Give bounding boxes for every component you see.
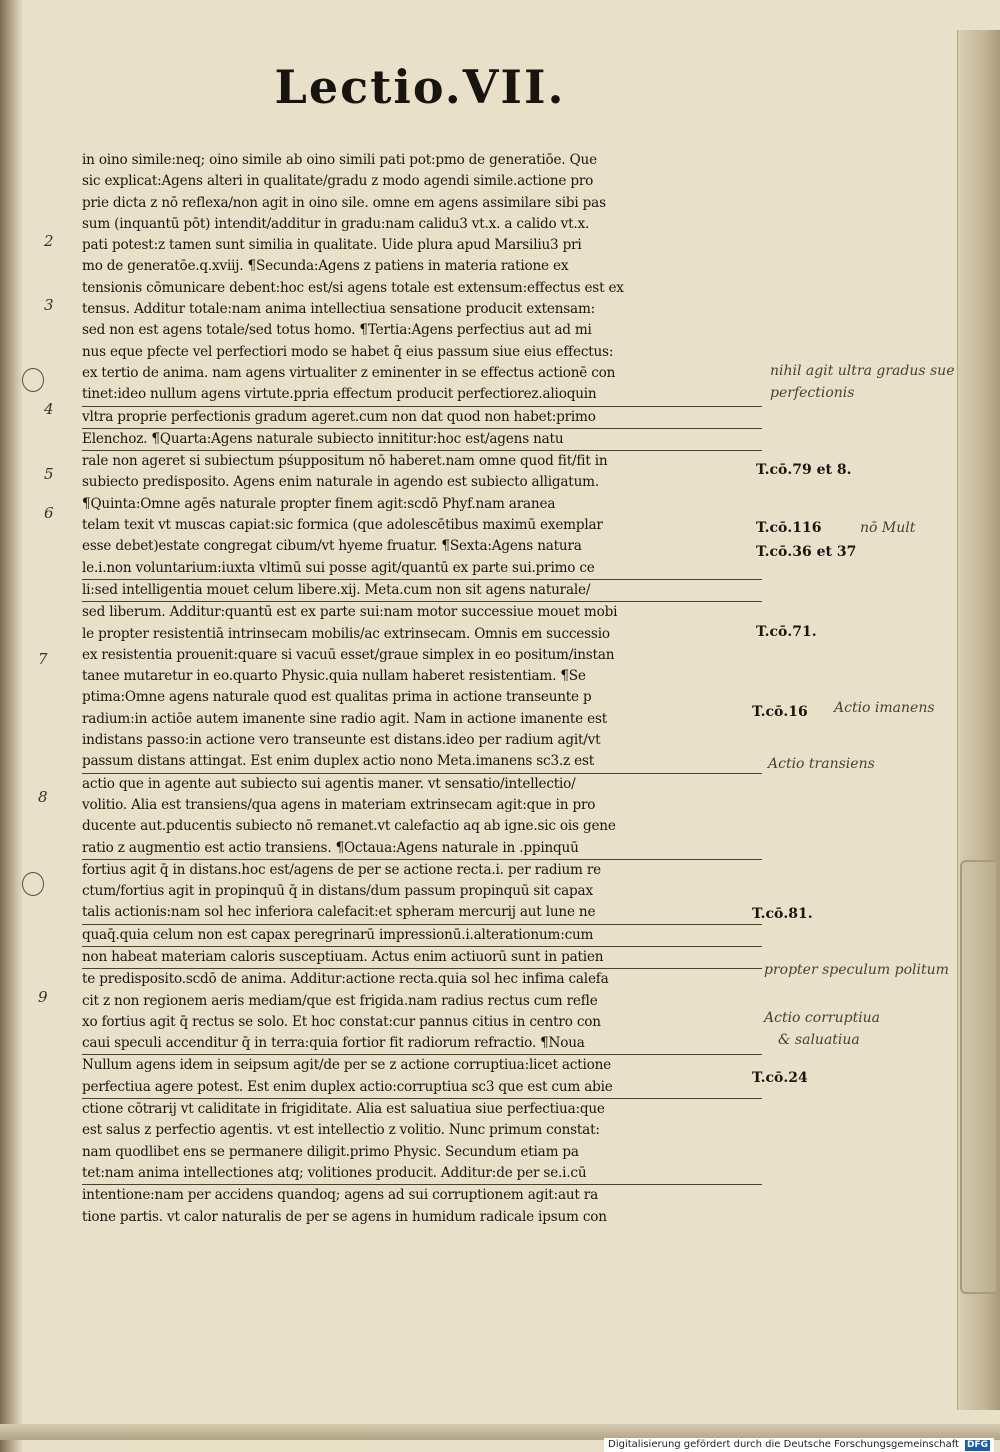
margin-number: 6 (44, 504, 54, 522)
margin-ref: T.cō.81. (752, 906, 813, 922)
margin-number: 3 (44, 296, 54, 314)
text-line: tanee mutaretur in eo.quarto Physic.quia nullam haberet resistentiam. ¶Se (82, 668, 586, 685)
text-line: ctione cōtrarij vt caliditate in frigiditate. Alia est saluatiua siue perfectiua:que (82, 1101, 605, 1118)
text-line: sed liberum. Additur:quantū est ex parte sui:nam motor successiue mouet mobi (82, 604, 618, 621)
text-line: tet:nam anima intellectiones atq; volitiones producit. Additur:de per se.i.cū (82, 1163, 762, 1185)
text-line: tione partis. vt calor naturalis de per se agens in humidum radicale ipsum con (82, 1208, 607, 1225)
text-line: li:sed intelligentia mouet celum libere.xij. Meta.cum non sit agens naturale/ (82, 580, 762, 602)
text-line: intentione:nam per accidens quandoq; agens ad sui corruptionem agit:aut ra (82, 1187, 598, 1204)
text-line: indistans passo:in actione vero transeunte est distans.ideo per radium agit/vt (82, 732, 601, 749)
margin-number: 4 (44, 400, 54, 418)
text-line: caui speculi accenditur q̄ in terra:quia fortior fit radiorum refractio. ¶Noua (82, 1033, 762, 1055)
text-line: tensus. Additur totale:nam anima intellectiua sensatione producit extensam: (82, 301, 596, 318)
footer-credit (604, 1438, 994, 1452)
margin-number: 5 (44, 465, 54, 483)
margin-ref: T.cō.79 et 8. (756, 462, 852, 478)
text-line: nam quodlibet ens se permanere diligit.primo Physic. Secundum etiam pa (82, 1143, 579, 1160)
text-line: tinet:ideo nullum agens virtute.ppria effectum producit perfectiorez.alioquin (82, 384, 762, 406)
text-line: vltra proprie perfectionis gradum ageret.cum non dat quod non habet:primo (82, 407, 762, 429)
margin-number: 2 (44, 232, 54, 250)
text-line: ctum/fortius agit in propinquū q̄ in distans/dum passum propinquū sit capax (82, 883, 593, 900)
text-line: mo de generatōe.q.xviij. ¶Secunda:Agens z patiens in materia ratione ex (82, 258, 569, 275)
text-line: Elenchoz. ¶Quarta:Agens naturale subiecto innititur:hoc est/agens natu (82, 429, 762, 451)
margin-ref: T.cō.36 et 37 (756, 544, 857, 560)
clasp-mark (960, 860, 996, 1294)
margin-ref: T.cō.116 (756, 520, 822, 536)
handwritten-note: & saluatiua (778, 1032, 860, 1048)
text-line: Nullum agens idem in seipsum agit/de per se z actione corruptiua:licet actione (82, 1057, 611, 1074)
text-line: fortius agit q̄ in distans.hoc est/agens de per se actione recta.i. per radium re (82, 861, 602, 878)
text-line: le.i.non voluntarium:iuxta vltimū sui posse agit/quantū ex parte sui.primo ce (82, 558, 762, 580)
text-line: passum distans attingat. Est enim duplex actio nono Meta.imanens sc3.z est (82, 751, 762, 773)
text-line: nus eque pfecte vel perfectiori modo se habet q̄ eius passum siue eius effectus: (82, 343, 614, 360)
text-line: ducente aut.pducentis subiecto nō remanet.vt calefactio aq ab igne.sic ois gene (82, 818, 616, 835)
handwritten-note: nō Mult (860, 520, 916, 536)
text-line: te predisposito.scdō de anima. Additur:actione recta.quia sol hec infima calefa (82, 971, 609, 988)
margin-ref: T.cō.16 (752, 704, 808, 720)
text-line: quaq̄.quia celum non est capax peregrinarū impressionū.i.alterationum:cum (82, 925, 762, 947)
dfg-logo: DFG (966, 1439, 988, 1450)
margin-number: 7 (38, 650, 48, 668)
text-line: pati potest:z tamen sunt similia in qualitate. Uide plura apud Marsiliu3 pri (82, 237, 582, 254)
text-line: sed non est agens totale/sed totus homo. ¶Tertia:Agens perfectius aut ad mi (82, 322, 592, 339)
text-line: talis actionis:nam sol hec inferiora calefacit:et spheram mercurij aut lune ne (82, 902, 762, 924)
text-line: ¶Quinta:Omne agēs naturale propter finem agit:scdō Phyf.nam aranea (82, 495, 556, 512)
text-line: ex tertio de anima. nam agens virtualiter z eminenter in se effectus actionē con (82, 364, 616, 381)
handwritten-note: Actio corruptiua (764, 1010, 881, 1026)
body-text (82, 150, 762, 1228)
text-line: prie dicta z nō reflexa/non agit in oino sile. omne em agens assimilare sibi pas (82, 194, 606, 211)
text-line: rale non ageret si subiectum pśuppositum nō haberet.nam omne quod fit/fit in (82, 453, 608, 470)
text-line: ratio z augmentio est actio transiens. ¶Octaua:Agens naturale in .ppinquū (82, 838, 762, 860)
footer-text: Digitalisierung gefördert durch die Deutsche Forschungsgemeinschaft (608, 1439, 959, 1450)
text-line: xo fortius agit q̄ rectus se solo. Et hoc constat:cur pannus citius in centro con (82, 1013, 601, 1030)
page-title: Lectio.VII. (274, 60, 566, 114)
text-line: sum (inquantū pōt) intendit/additur in gradu:nam calidu3 vt.x. a calido vt.x. (82, 215, 590, 232)
text-line: in oino simile:neq; oino simile ab oino simili pati pot:pmo de generatiōe. Que (82, 152, 597, 168)
text-line: telam texit vt muscas capiat:sic formica (que adolescētibus maximū exemplar (82, 517, 603, 534)
handwritten-note: nihil agit ultra gradus sue perfectionis (770, 363, 955, 401)
text-line: radium:in actiōe autem imanente sine radio agit. Nam in actione imanente est (82, 710, 608, 727)
text-line: le propter resistentiā intrinsecam mobilis/ac extrinsecam. Omnis em successio (82, 625, 610, 642)
circle-mark (22, 368, 44, 392)
margin-ref: T.cō.24 (752, 1070, 808, 1086)
book-spine (0, 0, 22, 1452)
margin-number: 8 (38, 788, 48, 806)
text-line: actio que in agente aut subiecto sui agentis maner. vt sensatio/intellectio/ (82, 775, 576, 792)
text-line: non habeat materiam caloris susceptiuam. Actus enim actiuorū sunt in patien (82, 947, 762, 969)
margin-ref: T.cō.71. (756, 624, 817, 640)
handwritten-note: Actio transiens (768, 756, 875, 772)
text-line: ptima:Omne agens naturale quod est qualitas prima in actione transeunte p (82, 689, 592, 706)
text-line: tensionis cōmunicare debent:hoc est/si agens totale est extensum:effectus est ex (82, 279, 624, 296)
text-line: subiecto predisposito. Agens enim naturale in agendo est subiecto alligatum. (82, 474, 599, 491)
text-line: cit z non regionem aeris mediam/que est frigida.nam radius rectus cum refle (82, 992, 598, 1009)
text-line: ex resistentia prouenit:quare si vacuū esset/graue simplex in eo positum/instan (82, 646, 615, 663)
circle-mark (22, 872, 44, 896)
margin-number: 9 (38, 988, 48, 1006)
handwritten-note: propter speculum politum (764, 962, 949, 978)
text-line: perfectiua agere potest. Est enim duplex actio:corruptiua sc3 que est cum abie (82, 1077, 762, 1099)
text-line: volitio. Alia est transiens/qua agens in materiam extrinsecam agit:que in pro (82, 796, 596, 813)
text-line: est salus z perfectio agentis. vt est intellectio z volitio. Nunc primum constat: (82, 1122, 600, 1139)
handwritten-note: Actio imanens (834, 700, 935, 716)
text-line: sic explicat:Agens alteri in qualitate/gradu z modo agendi simile.actione pro (82, 173, 594, 190)
text-line: esse debet)estate congregat cibum/vt hyeme fruatur. ¶Sexta:Agens natura (82, 538, 582, 555)
